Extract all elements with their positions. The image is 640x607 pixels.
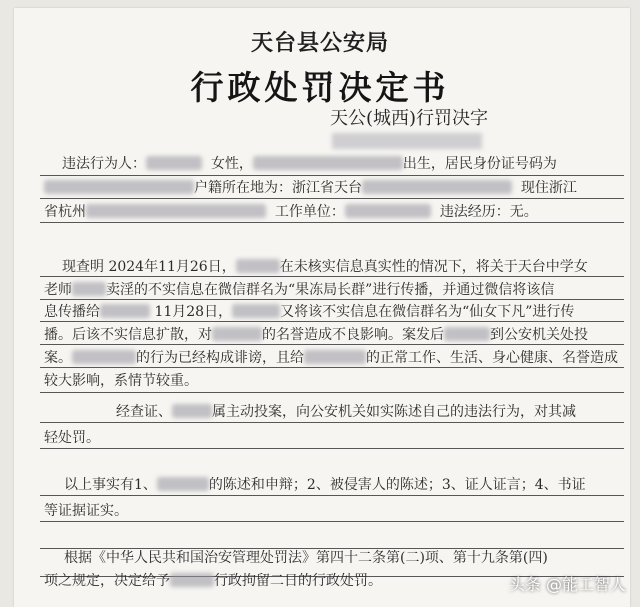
ruled-line	[40, 344, 624, 345]
decision-text: 项之规定，决定给予	[44, 573, 170, 589]
decision-text: 根据《中华人民共和国治安管理处罚法》第四十二条第(二)项、第十九条第(四)	[64, 550, 548, 566]
ruled-line	[40, 175, 624, 176]
evidence-line-2	[44, 503, 128, 519]
redaction	[332, 133, 482, 149]
party-line-2	[44, 180, 577, 196]
facts-text: 的行为已经构成诽谤，且给	[136, 350, 304, 366]
ruled-line	[40, 276, 624, 277]
document-number-text: 天公(城西)行罚决字	[330, 108, 489, 129]
ruled-line	[40, 392, 624, 393]
facts-text: 卖淫的不实信息在微信群名为“果冻局长群”进行传播，并通过微信将该信	[106, 282, 555, 298]
ruled-line	[40, 222, 624, 223]
facts-text: 在未核实信息真实性的情况下，将关于天台中学女	[279, 259, 588, 275]
evidence-text: 以上事实有1、	[64, 477, 157, 493]
decision-line-1	[64, 550, 548, 566]
facts-text: 到公安机关处投	[490, 327, 588, 343]
party-line-1	[62, 156, 557, 172]
party-gender: 女性，	[210, 156, 253, 172]
redaction	[212, 327, 262, 341]
ruled-line	[40, 548, 624, 549]
evidence-line-1	[64, 477, 586, 493]
decision-line-2	[44, 573, 382, 589]
ruled-line	[40, 448, 624, 449]
redaction	[72, 350, 136, 364]
facts-line-1	[62, 259, 588, 275]
decision-text: 行政拘留二日的行政处罚。	[214, 573, 382, 589]
agency-name: 天台县公安局	[250, 30, 389, 56]
mitigation-text: 属主动投案，向公安机关如实陈述自己的违法行为，对其减	[212, 404, 576, 420]
redaction	[170, 573, 214, 587]
ruled-line	[40, 422, 624, 423]
facts-line-6	[44, 373, 198, 389]
redaction	[444, 327, 490, 341]
facts-line-5	[44, 350, 618, 366]
document-number	[330, 104, 640, 151]
party-employer-label: 工作单位：	[274, 204, 345, 220]
facts-text: 息传播给	[44, 304, 100, 320]
evidence-text: 的陈述和申辩；2、被侵害人的陈述；3、证人证言；4、书证	[208, 477, 586, 493]
evidence-text: 等证据证实。	[44, 503, 128, 519]
document-title: 行政处罚决定书	[190, 68, 450, 107]
redaction	[44, 180, 194, 194]
redaction	[146, 156, 202, 170]
ruled-line	[40, 321, 624, 322]
redaction	[253, 156, 403, 170]
ruled-line	[40, 495, 624, 496]
facts-date: 11月28日，	[154, 304, 233, 320]
redaction	[304, 350, 366, 364]
redaction	[72, 282, 106, 296]
mitigation-line-2	[44, 430, 100, 446]
facts-line-3	[44, 304, 574, 320]
facts-text: 老师	[44, 282, 72, 298]
party-registered-address: 户籍所在地为：浙江省天台	[194, 180, 362, 196]
ruled-line	[40, 521, 624, 522]
party-birth: 出生，居民身份证号码为	[402, 156, 557, 172]
facts-text: 较大影响，系情节较重。	[44, 373, 198, 389]
ruled-line	[40, 299, 624, 300]
redaction	[86, 204, 266, 218]
redaction	[345, 204, 431, 218]
redaction	[100, 304, 150, 318]
mitigation-text: 经查证、	[116, 404, 172, 420]
facts-text: 现查明	[62, 259, 104, 275]
party-line-3	[44, 204, 538, 220]
facts-text: 的名誉造成不良影响。案发后	[262, 327, 444, 343]
redaction	[232, 304, 280, 318]
party-label: 违法行为人：	[62, 156, 146, 172]
party-record: 违法经历：无。	[439, 204, 538, 220]
facts-text: 又将该不实信息在微信群名为“仙女下凡”进行传	[280, 304, 575, 320]
facts-text: 案。	[44, 350, 72, 366]
party-current-address: 现住浙江	[520, 180, 577, 196]
party-address-cont: 省杭州	[44, 204, 86, 220]
mitigation-line-1	[116, 404, 576, 420]
facts-line-2	[44, 282, 554, 298]
watermark: 头条 @能工智人	[508, 575, 626, 594]
redaction	[236, 259, 280, 273]
redaction	[157, 477, 209, 491]
facts-text: 播。后该不实信息扩散，对	[44, 327, 212, 343]
ruled-line	[40, 367, 624, 368]
ruled-line	[40, 198, 624, 199]
redaction	[362, 180, 512, 194]
mitigation-text: 轻处罚。	[44, 430, 100, 446]
redaction	[172, 404, 212, 418]
facts-text: 的正常工作、生活、身心健康、名誉造成	[366, 350, 618, 366]
facts-line-4	[44, 327, 588, 343]
facts-date: 2024年11月26日，	[108, 259, 236, 275]
